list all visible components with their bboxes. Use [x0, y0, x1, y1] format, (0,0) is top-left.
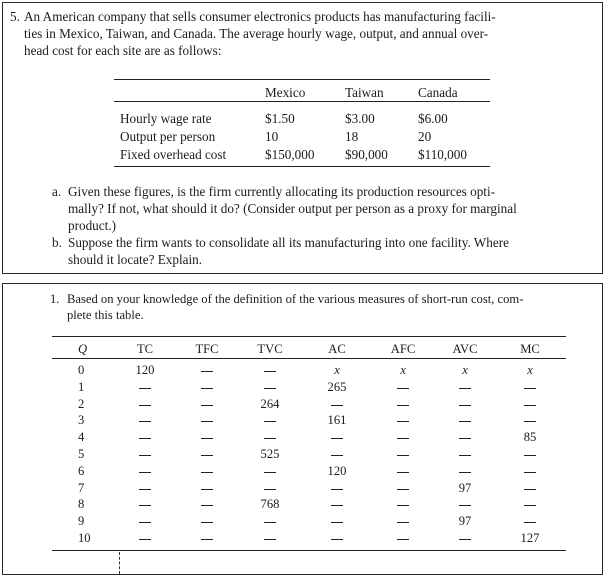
- blank-cell[interactable]: [139, 388, 151, 389]
- blank-cell[interactable]: [139, 539, 151, 540]
- blank-cell[interactable]: [201, 438, 213, 439]
- cost-table-header-rule: [52, 358, 566, 359]
- blank-cell[interactable]: [459, 405, 471, 406]
- blank-cell[interactable]: [459, 539, 471, 540]
- blank-cell[interactable]: [397, 522, 409, 523]
- row-q: 10: [78, 531, 91, 545]
- row-q: 9: [78, 514, 85, 529]
- problem-5-line-2: ties in Mexico, Taiwan, and Canada. The average hourly wage, output, and annual over-: [24, 26, 489, 41]
- row-q: 0: [78, 363, 85, 377]
- table-cell: 127: [520, 531, 540, 545]
- table-top-rule: [114, 79, 490, 80]
- blank-cell[interactable]: [139, 421, 151, 422]
- question-a-line-3: product.): [68, 218, 116, 233]
- question-b-label: b.: [52, 235, 62, 250]
- table-cell: 525: [260, 447, 280, 461]
- table-cell: 264: [260, 396, 280, 411]
- blank-cell[interactable]: [201, 388, 213, 389]
- table-cell: 120: [135, 363, 155, 377]
- row-q: 4: [78, 430, 85, 445]
- table-cell: 120: [327, 463, 347, 478]
- table-cell: 97: [458, 480, 472, 495]
- cell: $6.00: [418, 111, 448, 126]
- problem-5-line-1: An American company that sells consumer electronics products has manufacturing facili-: [24, 9, 496, 24]
- header-ac: AC: [328, 342, 346, 356]
- blank-cell[interactable]: [264, 539, 276, 540]
- cell: $90,000: [345, 147, 388, 162]
- blank-cell[interactable]: [524, 388, 536, 389]
- blank-cell[interactable]: [139, 438, 151, 439]
- blank-cell[interactable]: [331, 522, 343, 523]
- table-cell: 161: [327, 413, 347, 428]
- blank-cell[interactable]: [139, 455, 151, 456]
- table-cell: x: [527, 363, 533, 377]
- blank-cell[interactable]: [139, 522, 151, 523]
- header-tfc: TFC: [195, 342, 219, 356]
- blank-cell[interactable]: [459, 455, 471, 456]
- blank-cell[interactable]: [331, 438, 343, 439]
- table-cell: 97: [458, 514, 472, 529]
- question-a-label: a.: [52, 184, 62, 199]
- row-q: 3: [78, 413, 85, 428]
- table-cell: x: [400, 363, 406, 377]
- blank-cell[interactable]: [201, 522, 213, 523]
- row-q: 6: [78, 463, 85, 478]
- cell: $1.50: [265, 111, 295, 126]
- blank-cell[interactable]: [397, 438, 409, 439]
- blank-cell[interactable]: [524, 405, 536, 406]
- cell: $3.00: [345, 111, 375, 126]
- blank-cell[interactable]: [524, 489, 536, 490]
- problem-5-line-3: head cost for each site are as follows:: [24, 43, 222, 58]
- blank-cell[interactable]: [201, 455, 213, 456]
- blank-cell[interactable]: [264, 472, 276, 473]
- blank-cell[interactable]: [459, 388, 471, 389]
- table-bottom-rule: [114, 166, 490, 167]
- blank-cell[interactable]: [524, 472, 536, 473]
- cost-table-bottom-rule: [52, 550, 566, 551]
- blank-cell[interactable]: [397, 405, 409, 406]
- problem-1-number: 1.: [50, 292, 60, 306]
- table-header-rule: [114, 101, 490, 102]
- cell: 20: [418, 129, 432, 144]
- table-cell: 768: [260, 497, 280, 512]
- blank-cell[interactable]: [264, 438, 276, 439]
- question-b-line-1: Suppose the firm wants to consolidate all its manufacturing into one facility. Where: [68, 235, 509, 250]
- row-q: 1: [78, 379, 85, 394]
- cost-table-top-rule: [52, 336, 566, 337]
- cell: 10: [265, 129, 279, 144]
- header-afc: AFC: [390, 342, 416, 356]
- question-a-line-2: mally? If not, what should it do? (Consider output per person as a proxy for marginal: [68, 201, 517, 216]
- blank-cell[interactable]: [264, 388, 276, 389]
- header-avc: AVC: [452, 342, 478, 356]
- table-cell: 85: [523, 430, 537, 445]
- blank-cell[interactable]: [201, 489, 213, 490]
- blank-cell[interactable]: [331, 405, 343, 406]
- question-a-line-1: Given these figures, is the firm currently allocating its production resources opti-: [68, 184, 496, 199]
- col-taiwan: Taiwan: [345, 85, 384, 100]
- problem-1-line-2: plete this table.: [67, 308, 144, 322]
- header-mc: MC: [520, 342, 540, 356]
- row-q: 2: [78, 396, 85, 411]
- question-b-line-2: should it locate? Explain.: [68, 252, 203, 267]
- blank-cell[interactable]: [524, 421, 536, 422]
- row-q: 8: [78, 497, 85, 512]
- row-label: Output per person: [120, 129, 216, 144]
- blank-cell[interactable]: [397, 489, 409, 490]
- row-label: Fixed overhead cost: [120, 147, 227, 162]
- blank-cell[interactable]: [264, 489, 276, 490]
- blank-cell[interactable]: [524, 505, 536, 506]
- blank-cell[interactable]: [397, 421, 409, 422]
- table-cell: 265: [327, 379, 347, 394]
- blank-cell[interactable]: [331, 489, 343, 490]
- blank-cell[interactable]: [264, 421, 276, 422]
- blank-cell[interactable]: [201, 505, 213, 506]
- blank-cell[interactable]: [459, 472, 471, 473]
- blank-cell[interactable]: [331, 539, 343, 540]
- header-tc: TC: [136, 342, 154, 356]
- cell: $150,000: [265, 147, 315, 162]
- cell: $110,000: [418, 147, 467, 162]
- blank-cell[interactable]: [397, 472, 409, 473]
- table-cell: x: [334, 363, 340, 377]
- blank-cell[interactable]: [201, 371, 213, 372]
- problem-1-line-1: Based on your knowledge of the definition of the various measures of short-run cost, com-: [67, 292, 524, 306]
- blank-cell[interactable]: [201, 421, 213, 422]
- margin-mark: [119, 552, 120, 574]
- row-q: 5: [78, 447, 85, 461]
- row-q: 7: [78, 480, 85, 495]
- blank-cell[interactable]: [524, 455, 536, 456]
- blank-cell[interactable]: [459, 505, 471, 506]
- blank-cell[interactable]: [331, 505, 343, 506]
- blank-cell[interactable]: [397, 539, 409, 540]
- blank-cell[interactable]: [331, 455, 343, 456]
- blank-cell[interactable]: [139, 505, 151, 506]
- row-label: Hourly wage rate: [120, 111, 212, 126]
- blank-cell[interactable]: [397, 388, 409, 389]
- blank-cell[interactable]: [397, 455, 409, 456]
- blank-cell[interactable]: [139, 472, 151, 473]
- header-tvc: TVC: [257, 342, 283, 356]
- blank-cell[interactable]: [201, 472, 213, 473]
- problem-5-number: 5.: [10, 9, 20, 24]
- col-canada: Canada: [418, 85, 458, 100]
- table-cell: x: [462, 363, 468, 377]
- header-q: Q: [78, 342, 88, 356]
- blank-cell[interactable]: [459, 421, 471, 422]
- blank-cell[interactable]: [397, 505, 409, 506]
- blank-cell[interactable]: [139, 405, 151, 406]
- col-mexico: Mexico: [265, 85, 306, 100]
- blank-cell[interactable]: [201, 539, 213, 540]
- cell: 18: [345, 129, 359, 144]
- blank-cell[interactable]: [524, 522, 536, 523]
- blank-cell[interactable]: [264, 371, 276, 372]
- blank-cell[interactable]: [459, 438, 471, 439]
- blank-cell[interactable]: [264, 522, 276, 523]
- blank-cell[interactable]: [201, 405, 213, 406]
- blank-cell[interactable]: [139, 489, 151, 490]
